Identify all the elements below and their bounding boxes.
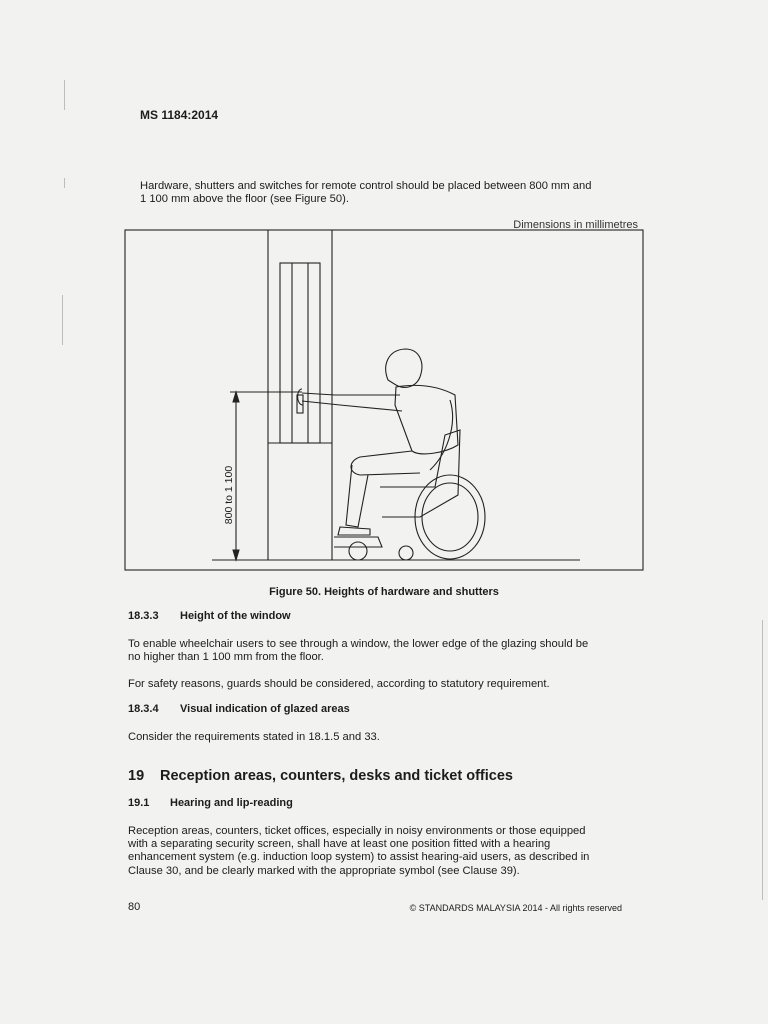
section-title: Hearing and lip-reading (170, 797, 293, 809)
figure-50-drawing (120, 225, 650, 575)
wheelchair-castor (399, 546, 413, 560)
person-hand (298, 389, 303, 405)
section-19-1-paragraph (128, 825, 638, 878)
window-shutter (280, 263, 320, 443)
intro-line: 1 100 mm above the floor (see Figure 50). (140, 193, 349, 206)
figure-frame (125, 230, 643, 570)
standard-id: MS 1184:2014 (140, 108, 219, 122)
scan-mark (64, 178, 65, 188)
dimension-label: 800 to 1 100 (223, 465, 235, 525)
person-thigh (351, 451, 420, 475)
section-title: Visual indication of glazed areas (180, 703, 350, 715)
section-number: 19 (128, 768, 145, 784)
dimensions-note: Dimensions in millimetres (513, 219, 638, 231)
section-title: Reception areas, counters, desks and ticket offices (160, 768, 513, 784)
section-number: 18.3.4 (128, 703, 159, 715)
person-foot (338, 527, 370, 535)
section-heading-18-3-4 (128, 703, 350, 715)
paragraph-line: enhancement system (e.g. induction loop system) to assist hearing-aid users, as described in (128, 851, 590, 864)
scan-mark (62, 295, 63, 345)
figure-caption: Figure 50. Heights of hardware and shutters (269, 586, 499, 598)
wheelchair-wheel (415, 475, 485, 559)
intro-paragraph (140, 180, 640, 206)
scan-mark (64, 80, 65, 110)
paragraph-line: Clause 30, and be clearly marked with the appropriate symbol (see Clause 39). (128, 864, 520, 877)
scan-mark (762, 620, 763, 900)
section-heading-19 (128, 768, 513, 784)
page-number: 80 (128, 901, 141, 913)
copyright-notice: © STANDARDS MALAYSIA 2014 - All rights reserved (409, 903, 622, 913)
person-torso (395, 385, 458, 453)
paragraph-line: with a separating security screen, shall have at least one position fitted with a hearing (128, 838, 551, 851)
paragraph-line: no higher than 1 100 mm from the floor. (128, 651, 324, 664)
dimension-arrow (233, 392, 239, 402)
section-number: 18.3.3 (128, 610, 159, 622)
paragraph-line: To enable wheelchair users to see through a window, the lower edge of the glazing should be (128, 638, 589, 650)
paragraph-line: Reception areas, counters, ticket offices, especially in noisy environments or those equipped (128, 825, 586, 837)
section-heading-18-3-3 (128, 610, 291, 622)
person-arm-rear (430, 400, 453, 470)
intro-line: Hardware, shutters and switches for remote control should be placed between 800 mm and (140, 180, 592, 192)
safety-paragraph: For safety reasons, guards should be considered, according to statutory requirement. (128, 678, 550, 690)
section-18-3-4-paragraph: Consider the requirements stated in 18.1.5 and 33. (128, 731, 380, 743)
person-head (386, 349, 422, 387)
section-number: 19.1 (128, 797, 150, 809)
wheelchair-castor (349, 542, 367, 560)
dimension-label-wrap (219, 430, 239, 560)
section-heading-19-1 (128, 797, 293, 809)
section-title: Height of the window (180, 610, 291, 622)
section-18-3-3-paragraph (128, 638, 638, 664)
person-arm (302, 393, 402, 411)
wheelchair-wheel-inner (422, 483, 478, 551)
